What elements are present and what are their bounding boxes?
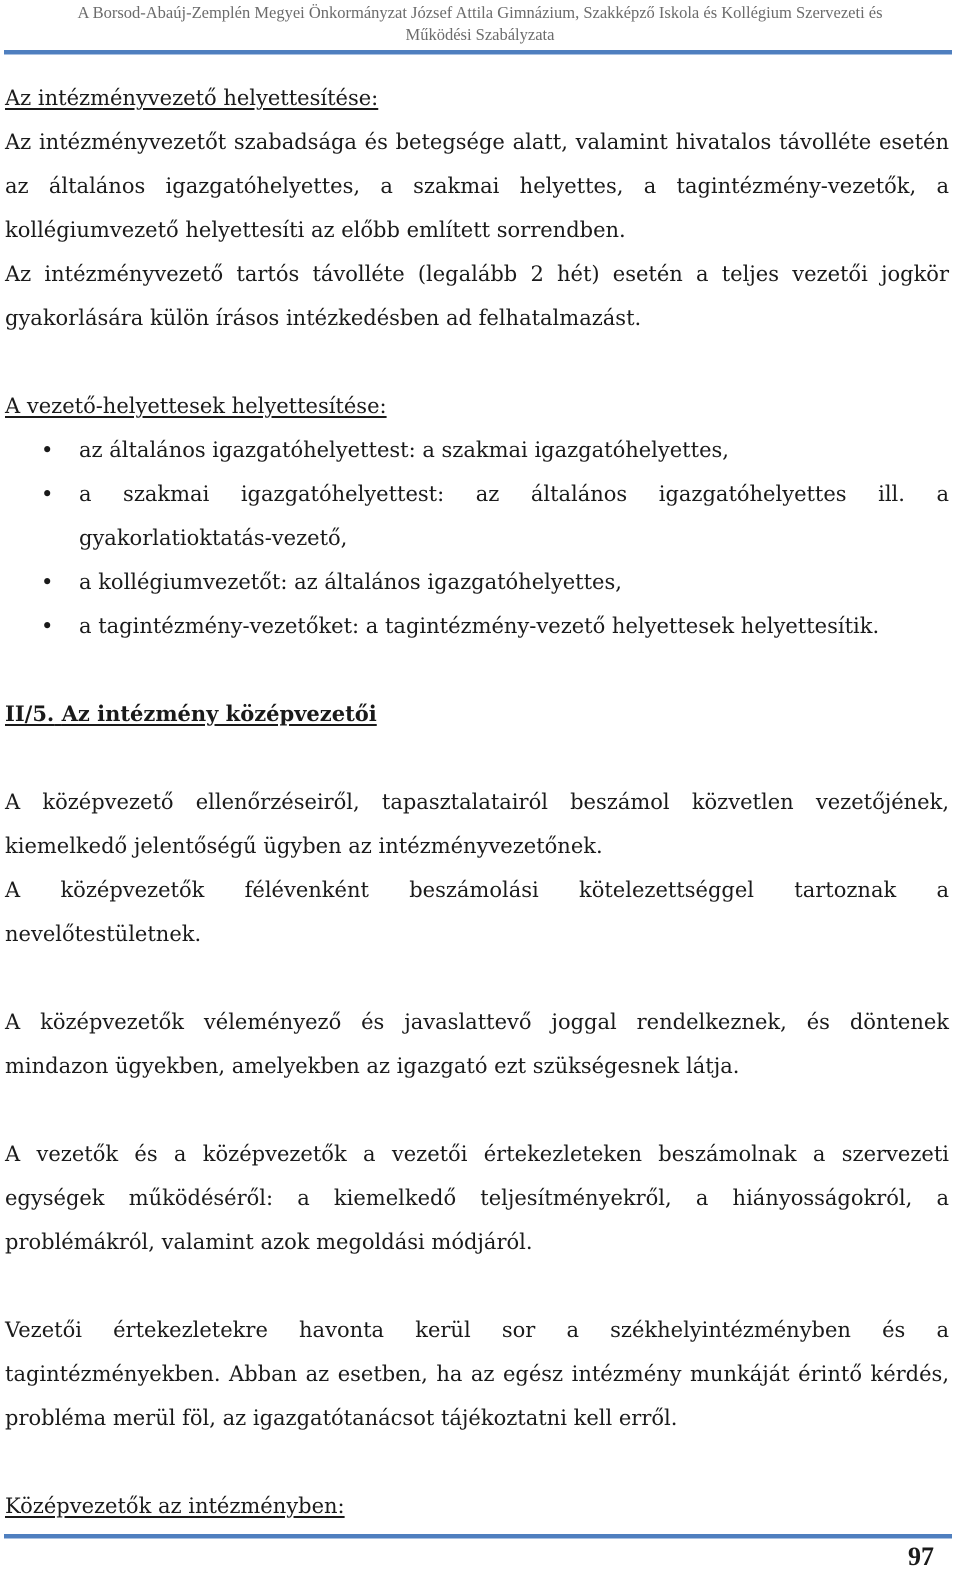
substitution-list — [5, 428, 949, 648]
spacer — [5, 1440, 949, 1484]
section-title-deputy: Az intézményvezető helyettesítése: — [5, 86, 379, 110]
header-rule — [4, 50, 952, 55]
bullet-icon: • — [41, 482, 54, 506]
bullet-icon: • — [41, 614, 54, 638]
chapter-number: II/5. — [5, 701, 55, 726]
list-item: • az általános igazgatóhelyettest: a szakmai igazgatóhelyettes, — [5, 428, 949, 472]
header-line-2: Működési Szabályzata — [405, 25, 555, 44]
chapter-heading — [5, 692, 949, 736]
paragraph-deputy-order: Az intézményvezetőt szabadsága és betegsége alatt, valamint hivatalos távolléte esetén az általános igazgatóhelyettes, a szakmai helyettes, a tagintézmény-vezetők, a kollégiumvezető helyettesíti az előbb említett sorrendben. — [5, 130, 949, 242]
spacer — [5, 1264, 949, 1308]
list-item: • a szakmai igazgatóhelyettest: az általános igazgatóhelyettes ill. a gyakorlatioktatás-vezető, — [5, 472, 949, 560]
chapter-title: Az intézmény középvezetői — [61, 701, 377, 726]
document-body — [5, 76, 949, 1528]
bullet-icon: • — [41, 570, 54, 594]
spacer — [5, 736, 949, 780]
section-title-middle-managers: Középvezetők az intézményben: — [5, 1494, 345, 1518]
list-item: • a tagintézmény-vezetőket: a tagintézmény-vezető helyettesek helyettesítik. — [5, 604, 949, 648]
spacer — [5, 340, 949, 384]
list-item: • a kollégiumvezetőt: az általános igazgatóhelyettes, — [5, 560, 949, 604]
spacer — [5, 1088, 949, 1132]
header-line-1: A Borsod-Abaúj-Zemplén Megyei Önkormányzat József Attila Gimnázium, Szakképző Iskola és Kollégium Szervezeti és — [77, 3, 883, 22]
section-title-deputy-substitution: A vezető-helyettesek helyettesítése: — [5, 394, 387, 418]
paragraph-long-absence: Az intézményvezető tartós távolléte (legalább 2 hét) esetén a teljes vezetői jogkör gyakorlására külön írásos intézkedésben ad felhatalmazást. — [5, 262, 949, 330]
paragraph-middle-manager-report: A középvezető ellenőrzéseiről, tapasztalatairól beszámol közvetlen vezetőjének, kiemelkedő jelentőségű ügyben az intézményvezetőnek. — [5, 790, 949, 858]
spacer — [5, 648, 949, 692]
footer-rule — [4, 1534, 952, 1539]
paragraph-semester-report: A középvezetők félévenként beszámolási kötelezettséggel tartoznak a nevelőtestületnek. — [5, 878, 949, 946]
page-number: 97 — [908, 1542, 934, 1571]
spacer — [5, 956, 949, 1000]
paragraph-meeting-reports: A vezetők és a középvezetők a vezetői értekezleteken beszámolnak a szervezeti egységek működéséről: a kiemelkedő teljesítményekről, a hiányosságokról, a problémákról, valamint azok megoldási módjáról. — [5, 1142, 949, 1254]
bullet-icon: • — [41, 438, 54, 462]
running-header — [0, 0, 960, 46]
paragraph-advisory-rights: A középvezetők véleményező és javaslattevő joggal rendelkeznek, és döntenek mindazon ügyekben, amelyekben az igazgató ezt szükségesnek látja. — [5, 1010, 949, 1078]
paragraph-monthly-meetings: Vezetői értekezletekre havonta kerül sor a székhelyintézményben és a tagintézményekben. Abban az esetben, ha az egész intézmény munkáját érintő kérdés, probléma merül föl, az igazgatótanácsot tájékoztatni kell erről. — [5, 1318, 949, 1430]
